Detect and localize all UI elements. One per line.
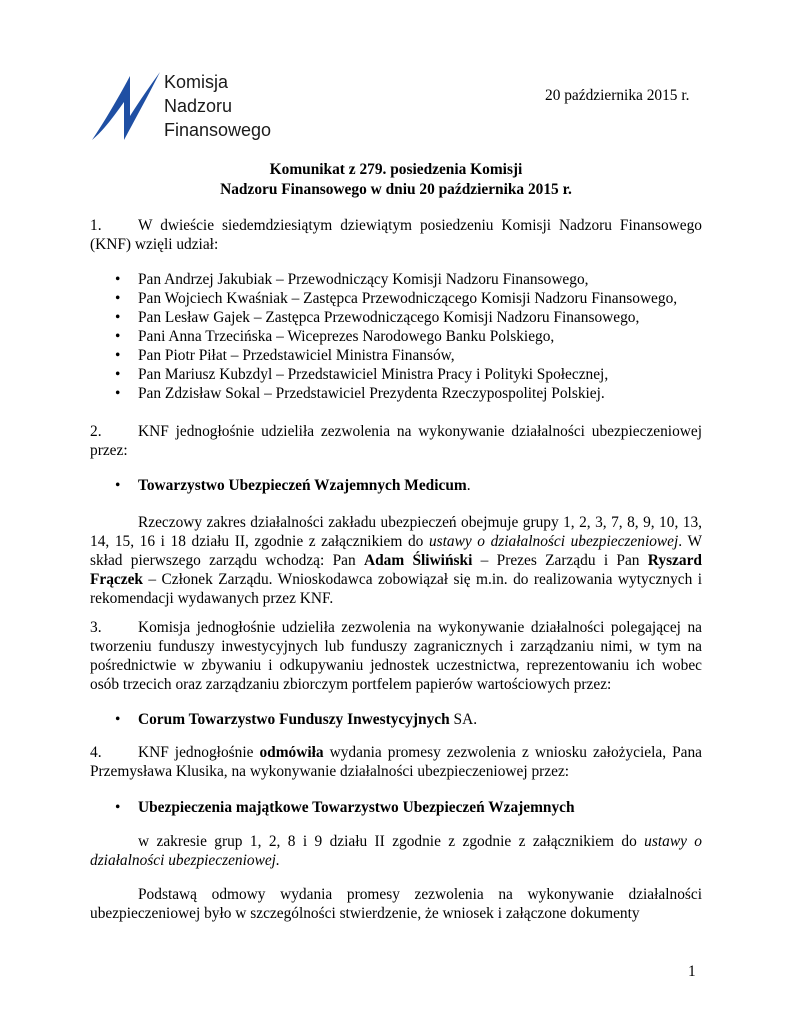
bullet-icon: • (115, 477, 121, 494)
attendee-list (90, 270, 702, 403)
section-4-basis (90, 885, 702, 923)
title-line-1: Komunikat z 279. posiedzenia Komisji (269, 161, 523, 178)
list-item (90, 308, 702, 327)
attendee-text: Pani Anna Trzecińska – Wiceprezes Narodowego Banku Polskiego, (138, 328, 555, 345)
logo-line-2: Nadzoru (164, 96, 233, 116)
page-title (90, 160, 702, 200)
list-item (90, 384, 702, 403)
bullet-icon: • (115, 271, 121, 288)
section-4-scope (90, 832, 702, 870)
knf-logo-icon (90, 70, 162, 151)
bullet-icon: • (115, 385, 121, 402)
section-4-text-1: KNF jednogłośnie (138, 744, 260, 761)
section-4-number: 4. (90, 744, 102, 761)
bullet-icon: • (115, 290, 121, 307)
board-member-1: Adam Śliwiński (363, 552, 473, 569)
bullet-icon: • (115, 799, 121, 816)
attendee-text: Pan Lesław Gajek – Zastępca Przewodniczącego Komisji Nadzoru Finansowego, (138, 309, 640, 326)
logo-line-1: Komisja (164, 72, 229, 92)
basis-text: Podstawą odmowy wydania promesy zezwolenia na wykonywanie działalności ubezpieczeniowej było w szczególności stwierdzenie, że wniosek i załączone dokumenty (90, 886, 702, 922)
list-item (90, 270, 702, 289)
attendee-text: Pan Zdzisław Sokal – Przedstawiciel Prezydenta Rzeczypospolitej Polskiej. (138, 385, 605, 402)
entity-name: Towarzystwo Ubezpieczeń Wzajemnych Medicum (138, 477, 467, 494)
list-item (90, 327, 702, 346)
bullet-icon: • (115, 711, 121, 728)
bullet-icon: • (115, 309, 121, 326)
detail-text-3: – Prezes Zarządu i Pan (472, 552, 648, 569)
page-number: 1 (688, 963, 696, 980)
section-2-detail (90, 513, 702, 608)
entity-suffix: . (466, 477, 471, 494)
list-item (90, 289, 702, 308)
section-1-text: W dwieście siedemdziesiątym dziewiątym posiedzeniu Komisji Nadzoru Finansowego (KNF) wzięli udział: (90, 217, 702, 253)
section-4-text-2: wydania promesy zezwolenia z wniosku założyciela, Pana Przemysława Klusika, na wykonywanie działalności ubezpieczeniowej przez: (90, 744, 702, 780)
detail-act-name: ustawy o działalności ubezpieczeniowej (428, 533, 679, 550)
attendee-text: Pan Wojciech Kwaśniak – Zastępca Przewodniczącego Komisji Nadzoru Finansowego, (138, 290, 678, 307)
list-item (90, 476, 702, 495)
scope-act-name: ustawy o działalności ubezpieczeniowej. (90, 833, 703, 869)
list-item (90, 346, 702, 365)
section-3-intro (90, 618, 702, 694)
title-line-2: Nadzoru Finansowego w dniu 20 października 2015 r. (220, 181, 572, 198)
section-3-text: Komisja jednogłośnie udzieliła zezwolenia na wykonywanie działalności polegającej na tworzeniu funduszy inwestycyjnych lub funduszy zagranicznych i zarządzaniu nimi, w tym na pośrednictwie w zbywaniu i odkupywaniu jednostek uczestnictwa, reprezentowaniu ich wobec osób trzecich oraz zarządzaniu zbiorczym portfelem papierów wartościowych przez: (90, 619, 702, 693)
board-member-2: Ryszard Frączek (90, 552, 702, 588)
entity-name: Ubezpieczenia majątkowe Towarzystwo Ubezpieczeń Wzajemnych (138, 799, 575, 816)
section-2-entity-list (90, 476, 702, 495)
entity-suffix: SA. (449, 711, 478, 728)
logo-line-3: Finansowego (164, 120, 272, 140)
bullet-icon: • (115, 347, 121, 364)
entity-name: Corum Towarzystwo Funduszy Inwestycyjnych (138, 711, 450, 728)
section-2-number: 2. (90, 423, 102, 440)
section-2-text: KNF jednogłośnie udzieliła zezwolenia na wykonywanie działalności ubezpieczeniowej przez: (90, 423, 702, 459)
list-item (90, 798, 702, 817)
section-4-refusal: odmówiła (259, 744, 324, 761)
attendee-text: Pan Andrzej Jakubiak – Przewodniczący Komisji Nadzoru Finansowego, (138, 271, 589, 288)
section-1-number: 1. (90, 217, 102, 234)
detail-text-1: Rzeczowy zakres działalności zakładu ubezpieczeń obejmuje grupy 1, 2, 3, 7, 8, 9, 10, 13, 14, 15, 16 i 18 działu II, zgodnie z załącznikiem do (90, 514, 702, 550)
attendee-text: Pan Piotr Piłat – Przedstawiciel Ministra Finansów, (138, 347, 455, 364)
section-4-entity-list (90, 798, 702, 817)
section-3-entity-list (90, 710, 702, 729)
section-4-intro (90, 743, 702, 781)
bullet-icon: • (115, 366, 121, 383)
detail-text-2: . W skład pierwszego zarządu wchodzą: Pan (90, 533, 702, 569)
logo-wordmark (164, 70, 271, 142)
list-item (90, 710, 702, 729)
section-2-intro (90, 422, 702, 460)
detail-text-4: – Członek Zarządu. Wnioskodawca zobowiązał się m.in. do realizowania wytycznych i rekomendacji wydawanych przez KNF. (90, 571, 702, 607)
attendee-text: Pan Mariusz Kubzdyl – Przedstawiciel Ministra Pracy i Polityki Społecznej, (138, 366, 609, 383)
section-1-intro (90, 216, 702, 254)
list-item (90, 365, 702, 384)
bullet-icon: • (115, 328, 121, 345)
scope-text: w zakresie grup 1, 2, 8 i 9 działu II zgodnie z zgodnie z załącznikiem do (138, 833, 645, 850)
section-3-number: 3. (90, 619, 102, 636)
document-date: 20 października 2015 r. (545, 87, 690, 104)
